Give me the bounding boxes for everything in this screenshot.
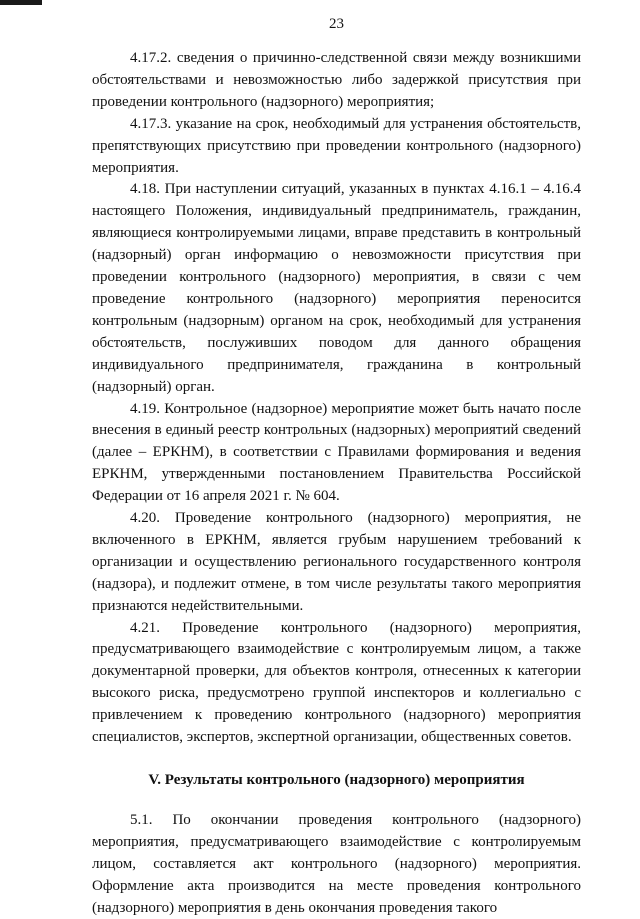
page-number: 23 — [329, 16, 344, 32]
scan-corner-mark — [0, 0, 42, 5]
paragraph-4-20: 4.20. Проведение контрольного (надзорного) мероприятия, не включенного в ЕРКНМ, является грубым нарушением требований к организации и осуществлению регионального государственного контроля (надзора), и подлежит отмене, в том числе результаты такого мероприятия признаются недействительными. — [92, 510, 581, 614]
paragraph-4-17-3: 4.17.3. указание на срок, необходимый для устранения обстоятельств, препятствующих присутствию при проведении контрольного (надзорного) мероприятия. — [92, 115, 581, 176]
paragraph-4-19: 4.19. Контрольное (надзорное) мероприятие может быть начато после внесения в единый реестр контрольных (надзорных) мероприятий сведений (далее – ЕРКНМ), в соответствии с Правилами формирования и ведения ЕРКНМ, утвержденными постановлением Правительства Российской Федерации от 16 апреля 2021 г. № 604. — [92, 400, 581, 505]
paragraph-4-21: 4.21. Проведение контрольного (надзорного) мероприятия, предусматривающего взаимодействие с контролируемым лицом, а также документарной проверки, для объектов контроля, отнесенных к категории высокого риска, предусмотрено группой инспекторов и коллегиально с привлечением к проведению контрольного (надзорного) мероприятия специалистов, экспертов, экспертной организации, общественных советов. — [92, 619, 581, 746]
section-heading: V. Результаты контрольного (надзорного) мероприятия — [148, 772, 525, 788]
paragraph-4-18: 4.18. При наступлении ситуаций, указанных в пунктах 4.16.1 – 4.16.4 настоящего Положения, индивидуальный предприниматель, гражданин, являющиеся контролируемыми лицами, вправе представить в контрольный (надзорный) орган информацию о невозможности присутствия при проведении контрольного (надзорного) мероприятия, в связи с чем проведение контрольного (надзорного) мероприятия переносится контрольным (надзорным) органом на срок, необходимый для устранения обстоятельств, послуживших поводом для данного обращения индивидуального предпринимателя, гражданина в контрольный (надзорный) орган. — [92, 181, 581, 395]
paragraph-4-17-2: 4.17.2. сведения о причинно-следственной связи между возникшими обстоятельствами и невозможностью либо задержкой присутствия при проведении контрольного (надзорного) мероприятия; — [92, 50, 581, 110]
paragraph-5-1: 5.1. По окончании проведения контрольного (надзорного) мероприятия, предусматривающего взаимодействие с контролируемым лицом, составляется акт контрольного (надзорного) мероприятия. Оформление акта производится на месте проведения контрольного (надзорного) мероприятия в день окончания проведения такого — [92, 811, 581, 916]
page-content — [92, 48, 581, 919]
